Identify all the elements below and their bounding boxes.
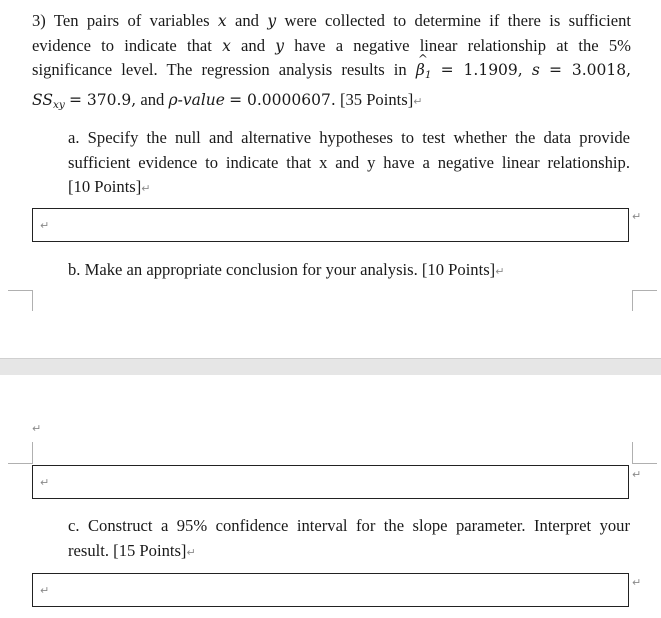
- part-c-line-1: c. Construct a 95% confidence interval for the slope parameter. Interpret your: [68, 516, 630, 535]
- crop-mark-bottom-left: [8, 290, 33, 311]
- part-a-line-3: [10 Points]↵: [68, 177, 151, 196]
- answer-box-a[interactable]: [32, 208, 629, 242]
- side-return-mark-icon: ↵: [632, 576, 642, 589]
- answer-box-c[interactable]: [32, 573, 629, 607]
- empty-paragraph-mark-icon: ↵: [32, 422, 42, 435]
- return-mark-icon: ↵: [40, 219, 50, 232]
- intro-line-1: 3) Ten pairs of variables x and y were collected to determine if there is sufficient: [32, 11, 632, 30]
- beta-hat-symbol: ^ $\beta_1$: [416, 58, 432, 88]
- part-c-question: [68, 514, 630, 565]
- question-3-intro: [32, 9, 631, 117]
- ss-xy-symbol: $SS_{xy}$: [32, 90, 65, 111]
- part-a-question: [68, 126, 630, 202]
- paragraph-mark-icon: ↵: [141, 182, 151, 195]
- part-c-line-2: result. [15 Points]↵: [68, 540, 196, 560]
- crop-mark-bottom-right: [632, 290, 657, 311]
- paragraph-mark-icon: ↵: [495, 265, 505, 278]
- crop-mark-top-right: [632, 442, 657, 464]
- answer-box-b[interactable]: [32, 465, 629, 499]
- page-break-gap: [0, 358, 661, 376]
- crop-mark-top-left: [8, 442, 33, 464]
- part-b-question: [68, 258, 630, 285]
- intro-line-3: significance level. The regression analysis results in ^ $\beta_1 = 1.1909$, s = 3.0018,: [32, 58, 631, 88]
- part-a-line-2: sufficient evidence to indicate that x and y have a negative linear relationship.: [68, 152, 630, 172]
- intro-line-4: $SS_{xy} = 370.9$, and ρ-value = 0.0000607. [35 Points]↵: [32, 89, 423, 111]
- part-b-line-1: b. Make an appropriate conclusion for your analysis. [10 Points]↵: [68, 260, 505, 279]
- paragraph-mark-icon: ↵: [413, 94, 423, 108]
- side-return-mark-icon: ↵: [632, 210, 642, 223]
- return-mark-icon: ↵: [40, 476, 50, 489]
- intro-line-2: evidence to indicate that x and y have a negative linear relationship at the 5%: [32, 35, 631, 55]
- part-a-line-1: a. Specify the null and alternative hypotheses to test whether the data provide: [68, 128, 630, 147]
- paragraph-mark-icon: ↵: [186, 545, 196, 559]
- side-return-mark-icon: ↵: [632, 468, 642, 481]
- return-mark-icon: ↵: [40, 584, 50, 597]
